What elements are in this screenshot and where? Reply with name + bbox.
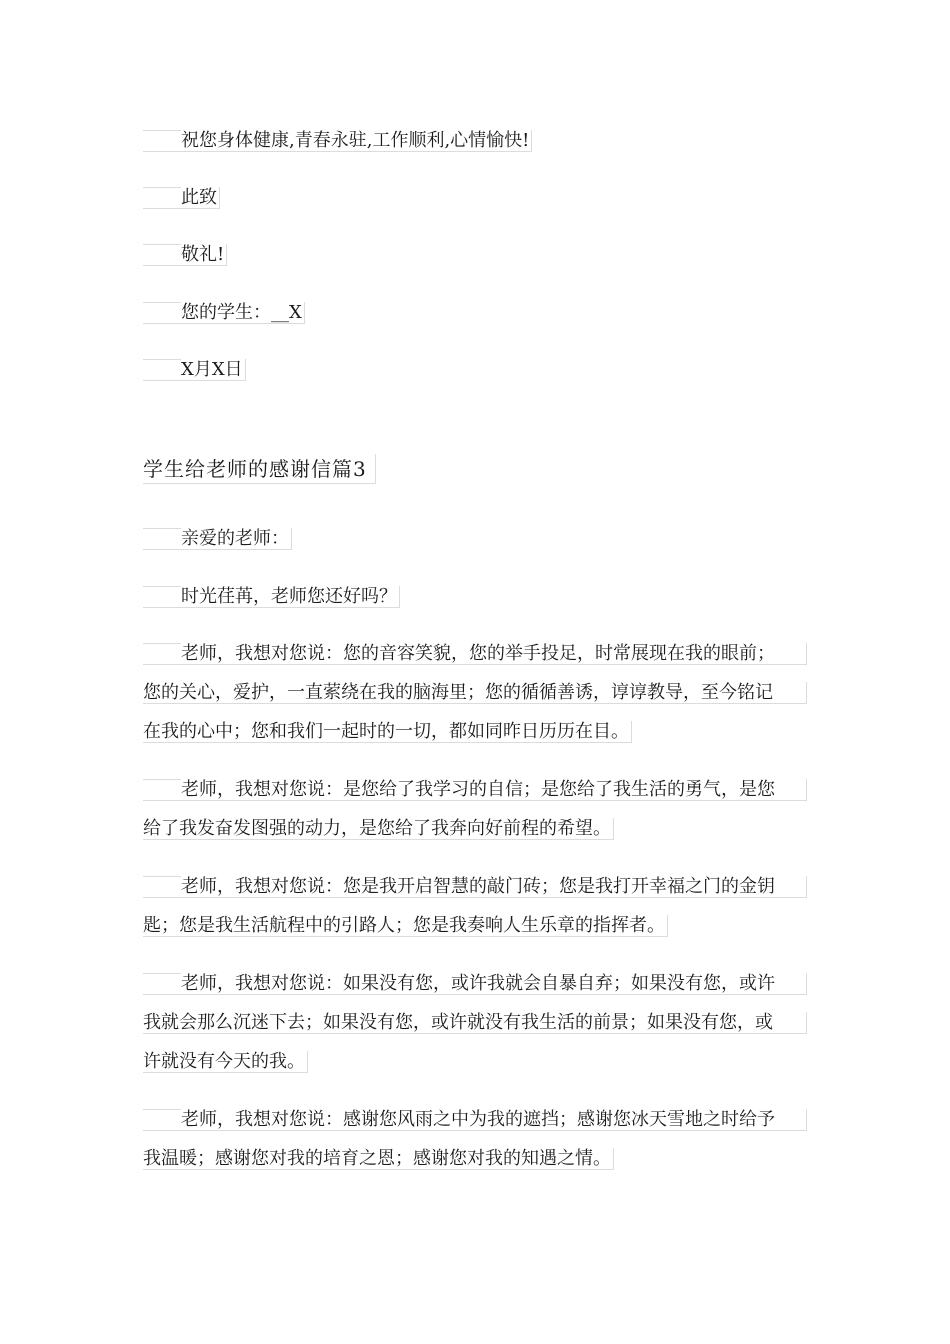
- paragraph-2-line-1: [143, 779, 807, 801]
- paragraph-2-line-2: [143, 818, 614, 840]
- line-text: 老师，我想对您说：如果没有您，或许我就会自暴自弃；如果没有您，或许: [181, 973, 775, 994]
- line-text: 许就没有今天的我。: [143, 1051, 305, 1072]
- line-text: 给了我发奋发图强的动力，是您给了我奔向好前程的希望。: [143, 818, 611, 839]
- indent: [143, 973, 181, 995]
- indent: [143, 876, 181, 898]
- opening-text: 时光荏苒，老师您还好吗？: [181, 586, 397, 607]
- section-heading: 学生给老师的感谢信篇3: [143, 454, 376, 484]
- date-text: X月X日: [181, 359, 243, 380]
- line-text: 我温暖；感谢您对我的培育之恩；感谢您对我的知遇之情。: [143, 1148, 611, 1169]
- paragraph-4-line-2: [143, 1012, 807, 1034]
- greeting-text: 亲爱的老师：: [181, 528, 289, 549]
- indent: [143, 187, 181, 209]
- line-text: 老师，我想对您说：感谢您风雨之中为我的遮挡；感谢您冰天雪地之时给予: [181, 1109, 775, 1130]
- opening-line: [143, 586, 400, 608]
- paragraph-4-line-1: [143, 973, 807, 995]
- line-text: 匙；您是我生活航程中的引路人；您是我奏响人生乐章的指挥者。: [143, 915, 665, 936]
- greeting-line: [143, 528, 292, 550]
- paragraph-1-line-2: [143, 682, 807, 704]
- line-text: 在我的心中；您和我们一起时的一切，都如同昨日历历在目。: [143, 721, 629, 742]
- line-text: 老师，我想对您说：是您给了我学习的自信；是您给了我生活的勇气，是您: [181, 779, 775, 800]
- indent: [143, 779, 181, 801]
- line-text: 老师，我想对您说：您是我开启智慧的敲门砖；您是我打开幸福之门的金钥: [181, 876, 775, 897]
- closing-wish-text: 祝您身体健康,青春永驻,工作顺利,心情愉快!: [181, 130, 530, 151]
- paragraph-3-line-2: [143, 915, 668, 937]
- paragraph-1-line-3: [143, 721, 632, 743]
- paragraph-4-line-3: [143, 1051, 308, 1073]
- paragraph-1-line-1: [143, 643, 807, 665]
- salutation-2-text: 敬礼!: [181, 244, 225, 265]
- closing-wish: [143, 130, 532, 152]
- line-text: 您的关心，爱护，一直萦绕在我的脑海里；您的循循善诱，谆谆教导，至今铭记: [143, 682, 773, 703]
- indent: [143, 302, 181, 324]
- paragraph-3-line-1: [143, 876, 807, 898]
- paragraph-5-line-2: [143, 1148, 614, 1170]
- indent: [143, 643, 181, 665]
- indent: [143, 130, 181, 152]
- date-line: [143, 359, 246, 381]
- salutation-1-text: 此致: [181, 187, 217, 208]
- closing-salutation-1: [143, 187, 220, 209]
- closing-salutation-2: [143, 244, 227, 266]
- signature-text: 您的学生：__X: [181, 302, 302, 323]
- line-text: 我就会那么沉迷下去；如果没有您，或许就没有我生活的前景；如果没有您，或: [143, 1012, 773, 1033]
- indent: [143, 586, 181, 608]
- indent: [143, 528, 181, 550]
- indent: [143, 359, 181, 381]
- line-text: 老师，我想对您说：您的音容笑貌，您的举手投足，时常展现在我的眼前；: [181, 643, 775, 664]
- paragraph-5-line-1: [143, 1109, 807, 1131]
- indent: [143, 1109, 181, 1131]
- indent: [143, 244, 181, 266]
- signature-line: [143, 302, 305, 324]
